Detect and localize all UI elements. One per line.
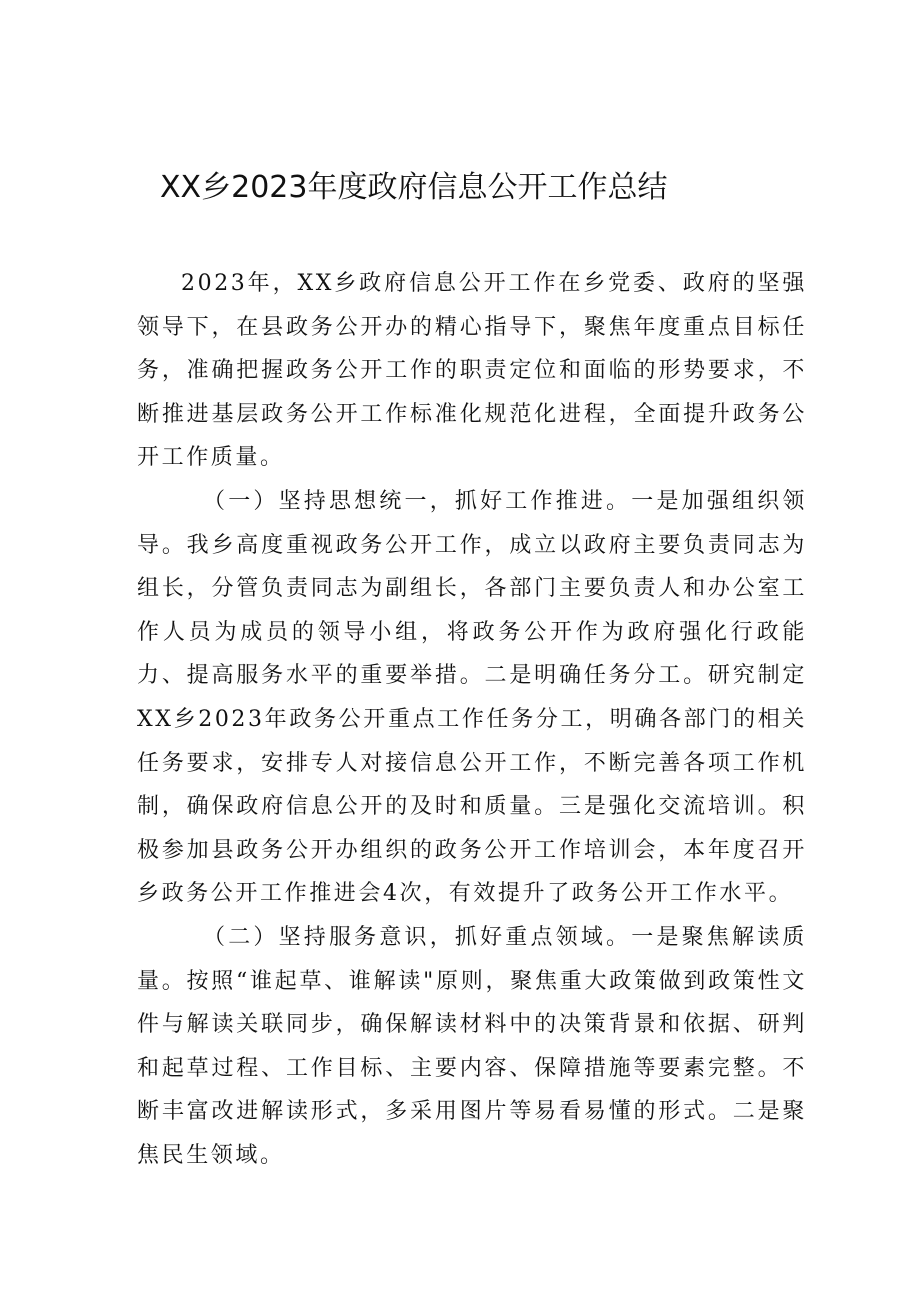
section-two-paragraph: （二）坚持服务意识，抓好重点领域。一是聚焦解读质量。按照“谁起草、谁解读"原则，聚焦重大政策做到政策性文件与解读关联同步，确保解读材料中的决策背景和依据、研判和起草过程、工作目标、主要内容、保障措施等要素完整。不断丰富改进解读形式，多采用图片等易看易懂的形式。二是聚焦民生领域。: [137, 924, 807, 1168]
intro-paragraph: 2023年，XX乡政府信息公开工作在乡党委、政府的坚强领导下，在县政务公开办的精心指导下，聚焦年度重点目标任务，准确把握政务公开工作的职责定位和面临的形势要求，不断推进基层政务公开工作标准化规范化进程，全面提升政务公开工作质量。: [137, 271, 807, 471]
document-title: XX乡2023年度政府信息公开工作总结: [160, 170, 668, 205]
document-body: [137, 262, 807, 1177]
section-one-paragraph: （一）坚持思想统一，抓好工作推进。一是加强组织领导。我乡高度重视政务公开工作，成立以政府主要负责同志为组长，分管负责同志为副组长，各部门主要负责人和办公室工作人员为成员的领导小组，将政务公开作为政府强化行政能力、提高服务水平的重要举措。二是明确任务分工。研究制定XX乡2023年政务公开重点工作任务分工，明确各部门的相关任务要求，安排专人对接信息公开工作，不断完善各项工作机制，确保政府信息公开的及时和质量。三是强化交流培训。积极参加县政务公开办组织的政务公开工作培训会，本年度召开乡政务公开工作推进会4次，有效提升了政务公开工作水平。: [137, 488, 807, 907]
